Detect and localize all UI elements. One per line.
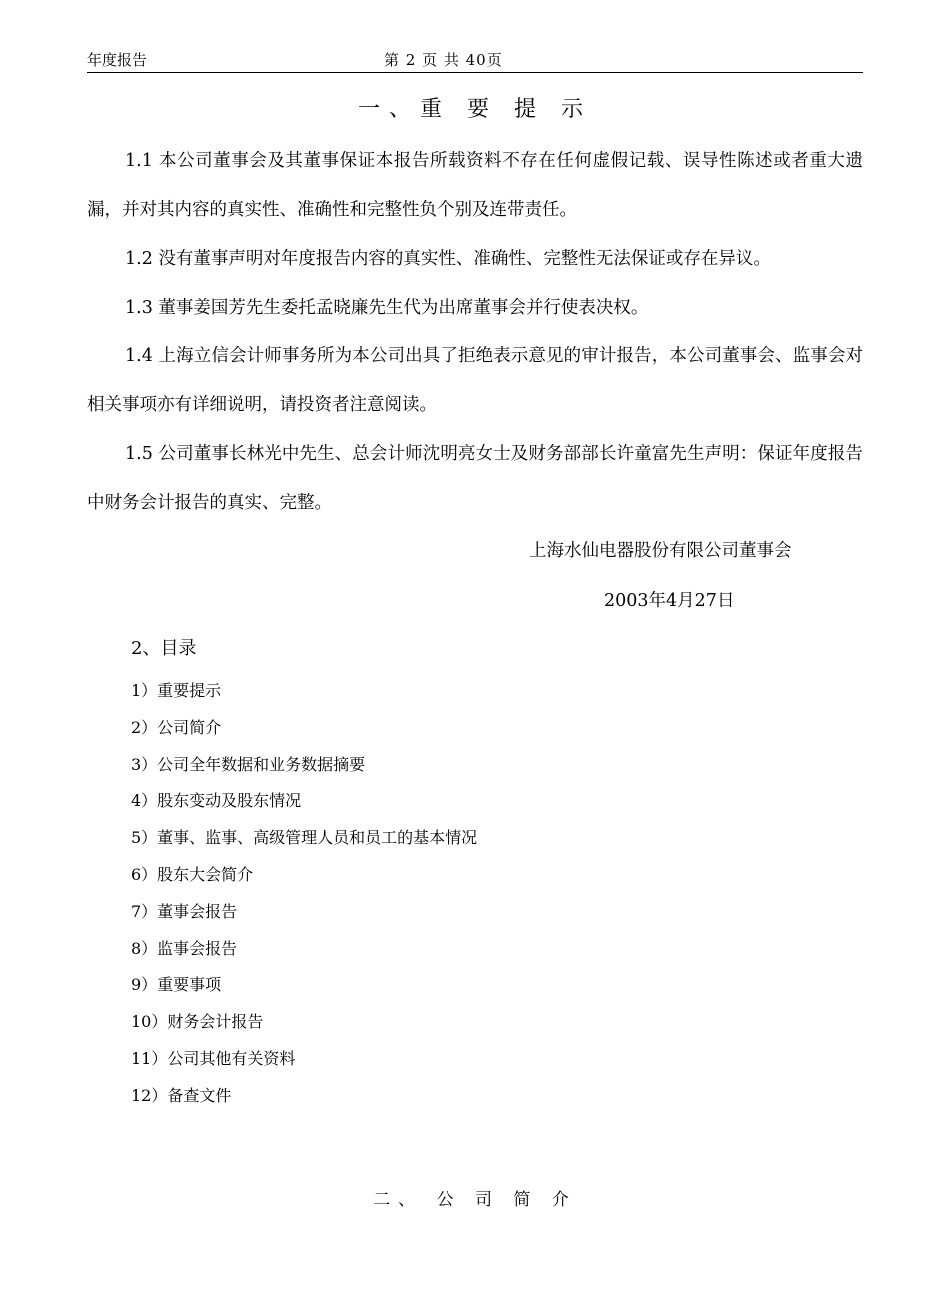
toc-list — [131, 676, 477, 1118]
toc-item: 3）公司全年数据和业务数据摘要 — [131, 754, 366, 774]
header-page-number: 第 2 页 共 40页 — [384, 51, 503, 69]
toc-item: 1）重要提示 — [131, 681, 222, 700]
toc-item: 8）监事会报告 — [131, 938, 238, 958]
section-title-company-profile: 二、 公 司 简 介 — [373, 1190, 577, 1210]
toc-item: 7）董事会报告 — [131, 901, 238, 921]
notice-paragraph-1-1: 1.1 本公司董事会及其董事保证本报告所载资料不存在任何虚假记载、误导性陈述或者重大遗漏，并对其内容的真实性、准确性和完整性负个别及连带责任。 — [87, 151, 863, 220]
page-header — [87, 50, 863, 73]
toc-item: 5）董事、监事、高级管理人员和员工的基本情况 — [131, 828, 478, 848]
notice-paragraph-1-5: 1.5 公司董事长林光中先生、总会计师沈明亮女士及财务部部长许童富先生声明：保证年度报告中财务会计报告的真实、完整。 — [87, 444, 863, 513]
toc-item: 10）财务会计报告 — [131, 1012, 264, 1032]
toc-item: 11）公司其他有关资料 — [131, 1048, 296, 1068]
toc-item: 9）重要事项 — [131, 975, 222, 995]
signature-company: 上海水仙电器股份有限公司董事会 — [529, 541, 792, 561]
signature-date: 2003年4月27日 — [604, 591, 735, 611]
notice-paragraph-1-3: 1.3 董事姜国芳先生委托孟晓廉先生代为出席董事会并行使表决权。 — [125, 298, 649, 318]
notice-paragraph-1-4: 1.4 上海立信会计师事务所为本公司出具了拒绝表示意见的审计报告，本公司董事会、监事会对相关事项亦有详细说明，请投资者注意阅读。 — [87, 346, 863, 415]
header-report-type: 年度报告 — [87, 51, 148, 69]
toc-heading: 2、目录 — [131, 638, 197, 659]
toc-item: 6）股东大会简介 — [131, 864, 254, 884]
toc-item: 2）公司简介 — [131, 717, 222, 737]
toc-item: 4）股东变动及股东情况 — [131, 791, 302, 811]
section-title-important-notice: 一、重 要 提 示 — [358, 97, 592, 122]
notice-paragraph-1-2: 1.2 没有董事声明对年度报告内容的真实性、准确性、完整性无法保证或存在异议。 — [125, 249, 771, 269]
toc-item: 12）备查文件 — [131, 1085, 232, 1105]
